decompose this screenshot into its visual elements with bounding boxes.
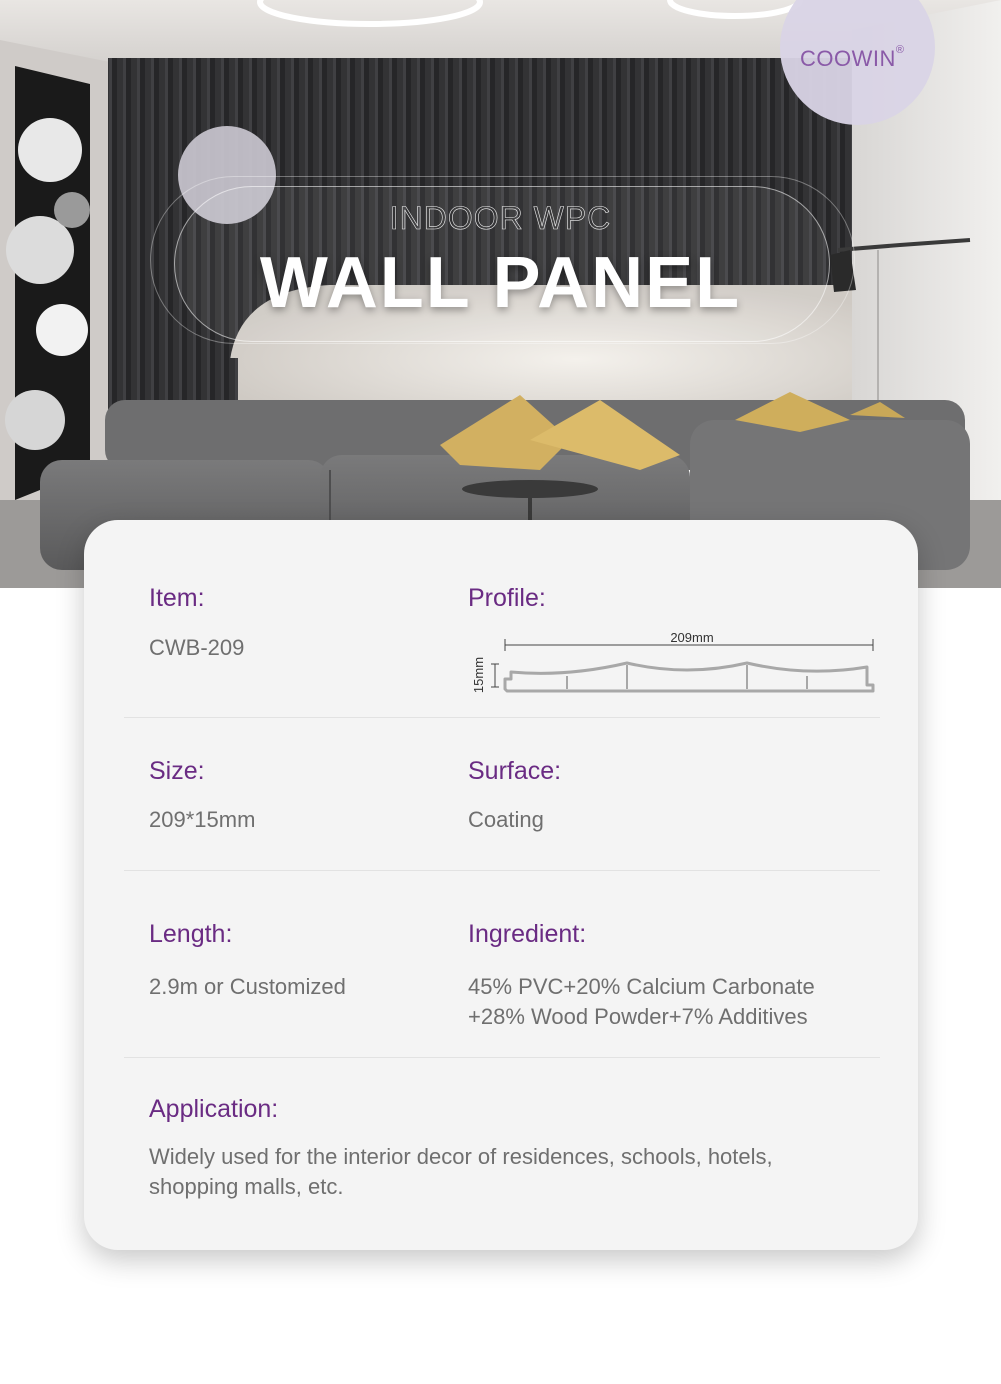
profile-label: Profile: [468, 584, 546, 612]
length-label: Length: [149, 920, 233, 948]
profile-height-label: 15mm [471, 656, 486, 694]
hero-subtitle: INDOOR WPC [389, 200, 612, 236]
divider [124, 717, 880, 718]
ingredient-value-line2: +28% Wood Powder+7% Additives [468, 1004, 808, 1029]
spec-card [84, 520, 918, 1250]
ingredient-value-line1: 45% PVC+20% Calcium Carbonate [468, 974, 815, 999]
application-value-line2: shopping malls, etc. [149, 1174, 344, 1199]
ingredient-label: Ingredient: [468, 920, 587, 948]
surface-label: Surface: [468, 757, 562, 785]
profile-diagram [467, 627, 877, 702]
size-value: 209*15mm [149, 807, 256, 832]
application-label: Application: [149, 1095, 279, 1123]
item-label: Item: [149, 584, 205, 612]
surface-value: Coating [468, 807, 544, 832]
brand-logo [800, 46, 905, 72]
divider [124, 1057, 880, 1058]
size-label: Size: [149, 757, 205, 785]
hero-image [0, 0, 1001, 588]
registered-mark: ® [895, 44, 905, 56]
item-value: CWB-209 [149, 635, 245, 660]
profile-width-label: 209mm [670, 630, 714, 645]
length-value: 2.9m or Customized [149, 974, 346, 999]
divider [124, 870, 880, 871]
hero-title: WALL PANEL [259, 243, 742, 323]
brand-name: COOWIN [800, 46, 896, 71]
application-value-line1: Widely used for the interior decor of residences, schools, hotels, [149, 1144, 773, 1169]
